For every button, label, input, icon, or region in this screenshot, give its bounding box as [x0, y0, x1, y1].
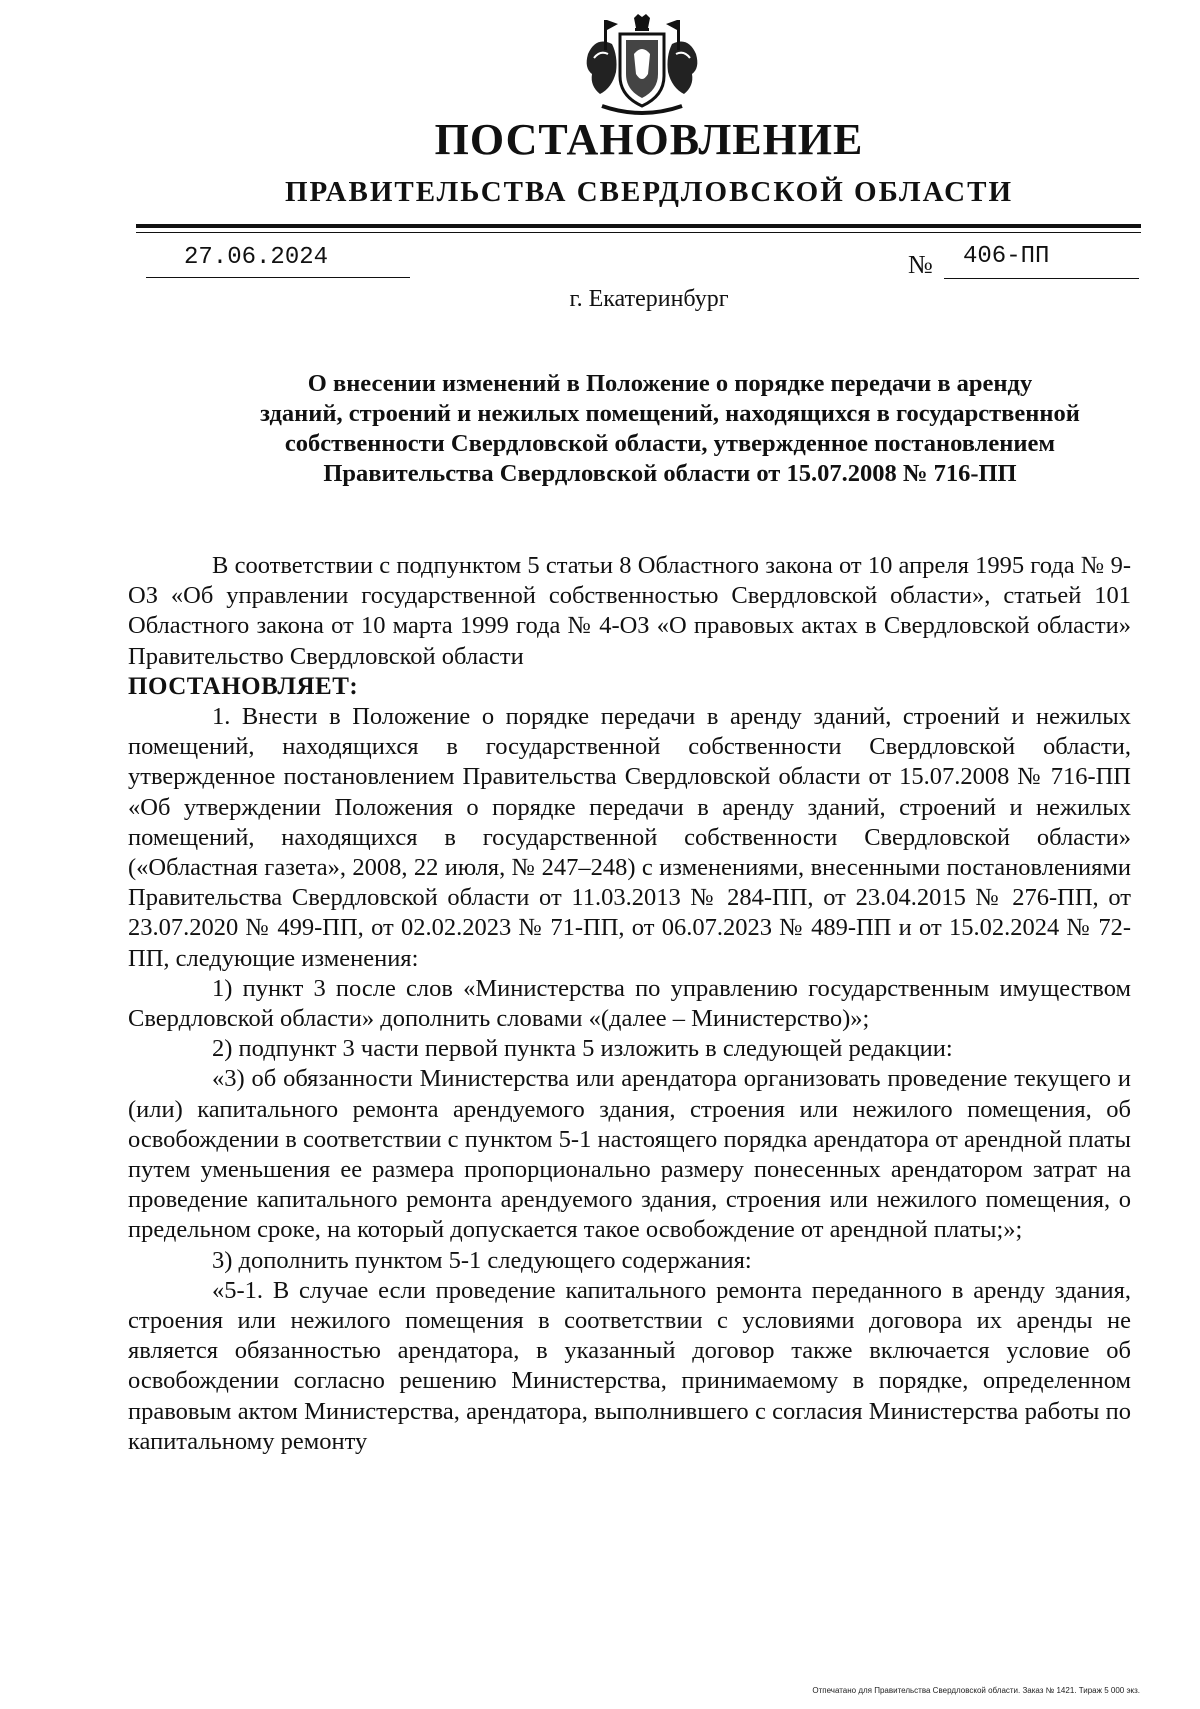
- body-paragraph: 1) пункт 3 после слов «Министерства по управлению государственным имуществом Свердловской области» дополнить словами «(далее – Министерство)»;: [128, 974, 1131, 1033]
- heading-line: Правительства Свердловской области от 15.07.2008 № 716-ПП: [323, 460, 1017, 487]
- print-note: Отпечатано для Правительства Свердловской области. Заказ № 1421. Тираж 5 000 экз.: [812, 1686, 1140, 1695]
- document-city: г. Екатеринбург: [569, 286, 729, 312]
- heading-line: зданий, строений и нежилых помещений, находящихся в государственной: [260, 400, 1080, 427]
- body-paragraph: «5-1. В случае если проведение капитального ремонта переданного в аренду здания, строения или нежилого помещения в соответствии с условиями договора их аренды не является обязанностью арендатора, в указанный договор также включается условие об освобождении согласно решению Министерства, принимаемому в порядке, определенном правовым актом Министерства, арендатора, выполнившего с согласия Министерства работы по капитальному ремонту: [128, 1276, 1131, 1455]
- decree-paragraph: [128, 672, 1131, 702]
- body-paragraph: 1. Внести в Положение о порядке передачи в аренду зданий, строений и нежилых помещений, находящихся в государственной собственности Свердловской области, утвержденное постановлением Правительства Свердловской области от 15.07.2008 № 716-ПП «Об утверждении Положения о порядке передачи в аренду зданий, строений и нежилых помещений, находящихся в государственной собственности Свердловской области» («Областная газета», 2008, 22 июля, № 247–248) с изменениями, внесенными постановлениями Правительства Свердловской области от 11.03.2013 № 284-ПП, от 23.04.2015 № 276-ПП, от 23.07.2020 № 499-ПП, от 02.02.2023 № 71-ПП, от 06.07.2023 № 489-ПП и от 15.02.2024 № 72-ПП, следующие изменения:: [128, 703, 1131, 972]
- date-underline: [146, 277, 410, 278]
- body-paragraph: 2) подпункт 3 части первой пункта 5 изложить в следующей редакции:: [212, 1035, 953, 1063]
- document-number: 406-ПП: [963, 243, 1050, 270]
- header-divider-thick: [136, 224, 1141, 228]
- number-sign: №: [908, 250, 933, 279]
- decree-word: ПОСТАНОВЛЯЕТ:: [128, 672, 359, 700]
- heading-line: О внесении изменений в Положение о порядке передачи в аренду: [307, 370, 1033, 397]
- header-divider-thin: [136, 232, 1141, 233]
- document-type-title: ПОСТАНОВЛЕНИЕ: [434, 115, 864, 164]
- preamble-paragraph: В соответствии с подпунктом 5 статьи 8 Областного закона от 10 апреля 1995 года № 9-ОЗ «Об управлении государственной собственностью Свердловской области», статьей 101 Областного закона от 10 марта 1999 года № 4-ОЗ «О правовых актах в Свердловской области» Правительство Свердловской области: [128, 552, 1131, 670]
- number-underline: [944, 278, 1139, 279]
- document-heading: [220, 369, 1120, 489]
- sverdlovsk-coat-of-arms-icon: [582, 14, 702, 120]
- issuing-authority: ПРАВИТЕЛЬСТВА СВЕРДЛОВСКОЙ ОБЛАСТИ: [284, 176, 1014, 208]
- body-paragraph: 3) дополнить пунктом 5-1 следующего содержания:: [212, 1246, 752, 1274]
- heading-line: собственности Свердловской области, утвержденное постановлением: [284, 430, 1056, 457]
- document-body: [128, 551, 1131, 1457]
- body-paragraph: «3) об обязанности Министерства или арендатора организовать проведение текущего и (или) капитального ремонта арендуемого здания, строения или нежилого помещения, об освобождении в соответствии с пунктом 5-1 настоящего порядка арендатора от арендной платы путем уменьшения ее размера пропорционально размеру понесенных арендатором затрат на проведение капитального ремонта арендуемого здания, строения или нежилого помещения, о предельном сроке, на который допускается такое освобождение от арендной платы;»;: [128, 1065, 1131, 1244]
- document-date: 27.06.2024: [184, 244, 329, 271]
